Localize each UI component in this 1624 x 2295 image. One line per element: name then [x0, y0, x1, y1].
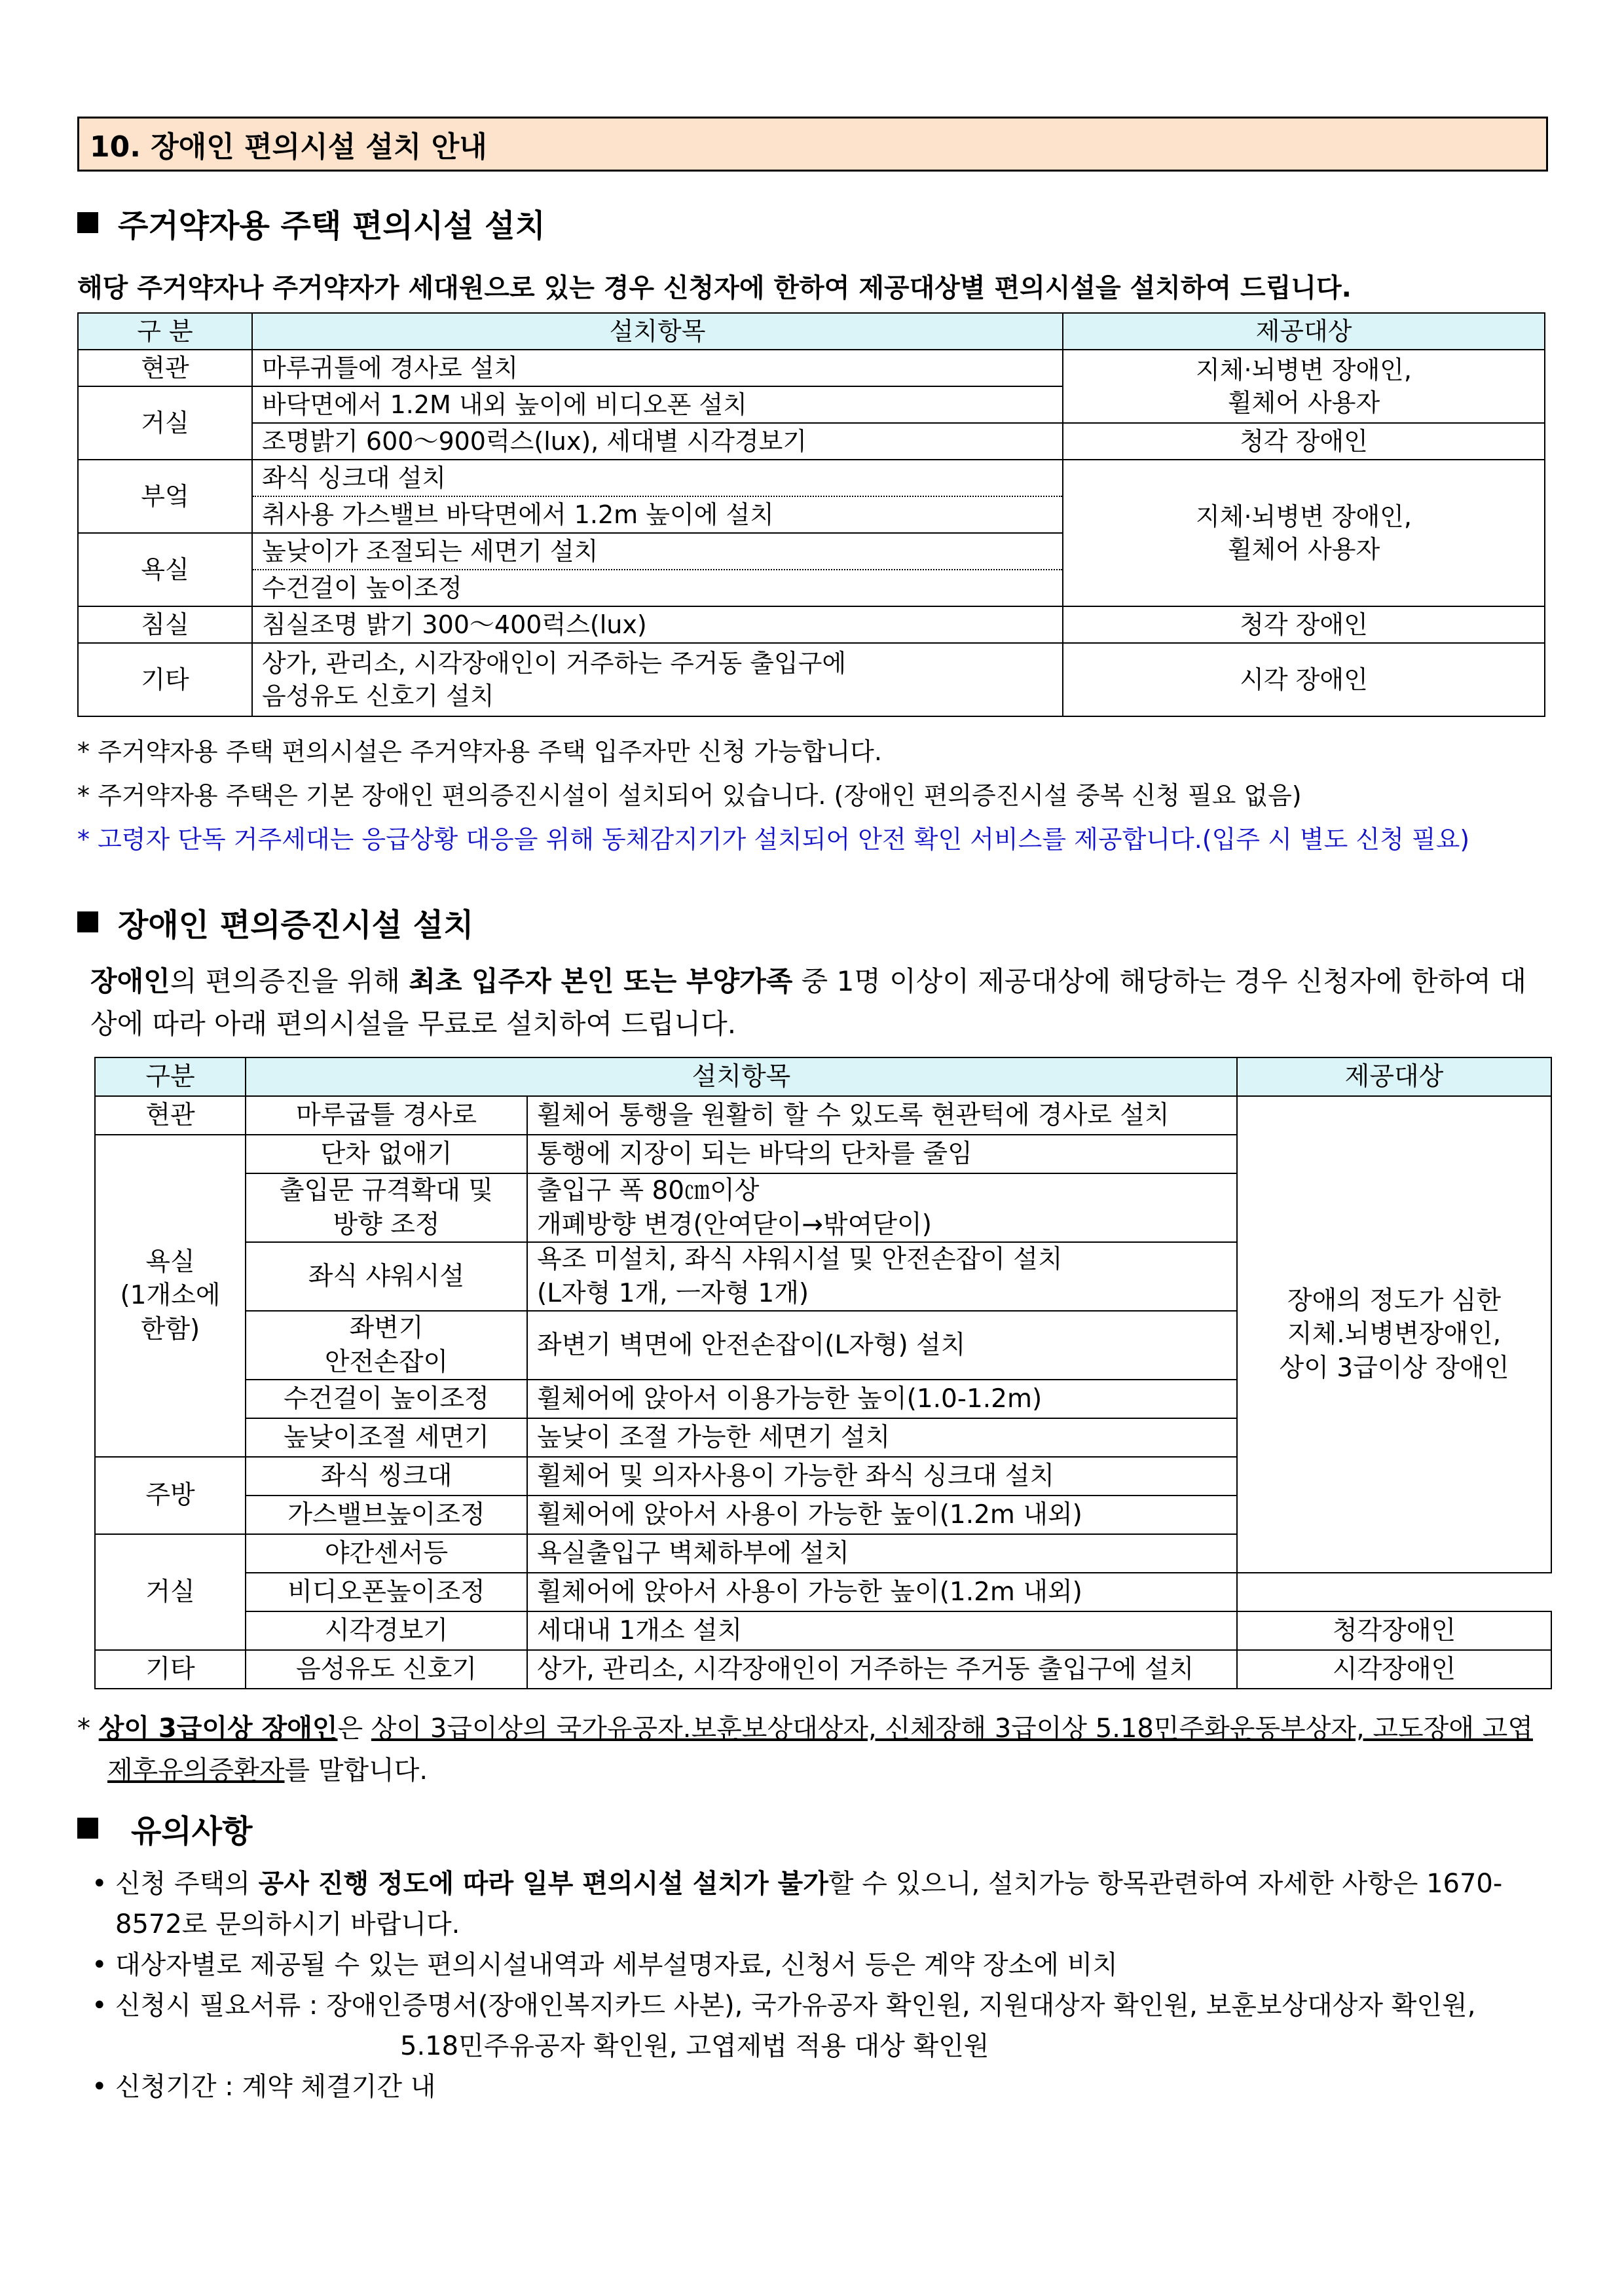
cell-target-physical: 지체·뇌병변 장애인, 휠체어 사용자	[1063, 460, 1545, 606]
disability-intro: 장애인의 편의증진을 위해 최초 입주자 본인 또는 부양가족 중 1명 이상이 제공대상에 해당하는 경우 신청자에 한하여 대상에 따라 아래 편의시설을 무료로 설치하여 드립니다.	[90, 965, 1526, 1040]
cell-item: 상가, 관리소, 시각장애인이 거주하는 주거동 출입구에 음성유도 신호기 설치	[252, 643, 1063, 716]
cell-facility: 출입문 규격확대 및 방향 조정	[246, 1173, 527, 1242]
table-row	[78, 350, 1545, 386]
cell-detail: 휠체어에 앉아서 사용이 가능한 높이(1.2m 내외)	[527, 1496, 1237, 1534]
precaution-list	[77, 1864, 1548, 2107]
heading-text: 주거약자용 주택 편의시설 설치	[118, 207, 545, 244]
cell-facility: 시각경보기	[246, 1611, 527, 1650]
cell-facility: 마루굽틀 경사로	[246, 1096, 527, 1135]
cell-facility: 좌식 샤워시설	[246, 1242, 527, 1311]
cell-detail: 세대내 1개소 설치	[527, 1611, 1237, 1650]
cell-target-hearing: 청각장애인	[1237, 1611, 1551, 1650]
row-label-living: 거실	[95, 1534, 246, 1650]
cell-item: 마루귀틀에 경사로 설치	[252, 350, 1063, 386]
table-row	[78, 423, 1545, 460]
square-bullet-icon	[77, 911, 98, 932]
cell-facility: 좌식 씽크대	[246, 1457, 527, 1496]
row-label-kitchen: 부엌	[78, 460, 252, 533]
header-item: 설치항목	[246, 1057, 1237, 1096]
row-label-etc: 기타	[78, 643, 252, 716]
list-item: • 신청 주택의 공사 진행 정도에 따라 일부 편의시설 설치가 불가할 수 있으니, 설치가능 항목관련하여 자세한 사항은 1670-8572로 문의하시기 바랍니다.	[77, 1864, 1548, 1945]
table-row	[78, 643, 1545, 716]
heading-disability-facilities	[77, 901, 1548, 943]
cell-facility: 좌변기 안전손잡이	[246, 1311, 527, 1380]
cell-target-visual: 시각장애인	[1237, 1650, 1551, 1689]
cell-target-hearing: 청각 장애인	[1063, 423, 1545, 460]
cell-detail: 좌변기 벽면에 안전손잡이(L자형) 설치	[527, 1311, 1237, 1380]
table-header-row	[95, 1057, 1551, 1096]
header-target: 제공대상	[1237, 1057, 1551, 1096]
heading-elderly-housing	[77, 202, 1548, 244]
row-label-entrance: 현관	[95, 1096, 246, 1135]
section-title: 10. 장애인 편의시설 설치 안내	[90, 130, 487, 164]
row-label-bath: 욕실	[78, 533, 252, 606]
cell-facility: 비디오폰높이조정	[246, 1573, 527, 1611]
cell-target-visual: 시각 장애인	[1063, 643, 1545, 716]
table-row	[95, 1611, 1551, 1650]
list-item: • 대상자별로 제공될 수 있는 편의시설내역과 세부설명자료, 신청서 등은 계약 장소에 비치	[77, 1945, 1548, 1985]
header-item: 설치항목	[252, 313, 1063, 350]
row-label-living: 거실	[78, 386, 252, 460]
cell-facility: 야간센서등	[246, 1534, 527, 1573]
cell-detail: 휠체어에 앉아서 사용이 가능한 높이(1.2m 내외)	[527, 1573, 1237, 1611]
row-label-bath: 욕실 (1개소에 한함)	[95, 1135, 246, 1457]
cell-target-main: 장애의 정도가 심한 지체.뇌병변장애인, 상이 3급이상 장애인	[1237, 1096, 1551, 1573]
table-row	[95, 1650, 1551, 1689]
cell-item: 침실조명 밝기 300～400럭스(lux)	[252, 606, 1063, 643]
note-item: * 주거약자용 주택 편의시설은 주거약자용 주택 입주자만 신청 가능합니다.	[77, 737, 882, 766]
note-item: * 주거약자용 주택은 기본 장애인 편의증진시설이 설치되어 있습니다. (장애인 편의증진시설 중복 신청 필요 없음)	[77, 781, 1302, 810]
cell-facility: 가스밸브높이조정	[246, 1496, 527, 1534]
cell-facility: 단차 없애기	[246, 1135, 527, 1173]
cell-detail: 욕실출입구 벽체하부에 설치	[527, 1534, 1237, 1573]
cell-detail: 통행에 지장이 되는 바닥의 단차를 줄임	[527, 1135, 1237, 1173]
cell-detail: 높낮이 조절 가능한 세면기 설치	[527, 1418, 1237, 1457]
elderly-notes	[77, 731, 1548, 855]
document-page	[77, 117, 1548, 2107]
cell-item: 좌식 싱크대 설치	[252, 460, 1063, 496]
note-item-blue: * 고령자 단독 거주세대는 응급상황 대응을 위해 동체감지기가 설치되어 안전 확인 서비스를 제공합니다.(입주 시 별도 신청 필요)	[77, 825, 1470, 854]
cell-detail: 휠체어에 앉아서 이용가능한 높이(1.0-1.2m)	[527, 1380, 1237, 1418]
table-row	[95, 1096, 1551, 1135]
cell-detail: 휠체어 통행을 원활히 할 수 있도록 현관턱에 경사로 설치	[527, 1096, 1237, 1135]
cell-item: 취사용 가스밸브 바닥면에서 1.2m 높이에 설치	[252, 496, 1063, 533]
elderly-facility-table	[77, 312, 1545, 717]
cell-detail: 휠체어 및 의자사용이 가능한 좌식 싱크대 설치	[527, 1457, 1237, 1496]
square-bullet-icon	[77, 1818, 98, 1839]
cell-facility: 음성유도 신호기	[246, 1650, 527, 1689]
cell-item: 높낮이가 조절되는 세면기 설치	[252, 533, 1063, 570]
table-row	[78, 460, 1545, 496]
list-item: • 신청기간 : 계약 체결기간 내	[77, 2066, 1548, 2107]
header-target: 제공대상	[1063, 313, 1545, 350]
row-label-entrance: 현관	[78, 350, 252, 386]
footnote-veterans: * 상이 3급이상 장애인은 상이 3급이상의 국가유공자.보훈보상대상자, 신체장해 3급이상 5.18민주화운동부상자, 고도장애 고엽제후유의증환자를 말합니다.	[77, 1714, 1533, 1786]
cell-target-physical: 지체·뇌병변 장애인, 휠체어 사용자	[1063, 350, 1545, 423]
heading-text: 유의사항	[131, 1812, 253, 1850]
list-item: • 신청시 필요서류 : 장애인증명서(장애인복지카드 사본), 국가유공자 확인원, 지원대상자 확인원, 보훈보상대상자 확인원, 5.18민주유공자 확인원, 고엽제법 적용 대상 확인원	[77, 1985, 1548, 2066]
cell-detail: 상가, 관리소, 시각장애인이 거주하는 주거동 출입구에 설치	[527, 1650, 1237, 1689]
heading-text: 장애인 편의증진시설 설치	[118, 906, 474, 944]
cell-detail: 욕조 미설치, 좌식 샤워시설 및 안전손잡이 설치 (L자형 1개, ㅡ자형 1개)	[527, 1242, 1237, 1311]
disability-facility-table	[94, 1057, 1552, 1689]
table-header-row	[78, 313, 1545, 350]
cell-item: 조명밝기 600～900럭스(lux), 세대별 시각경보기	[252, 423, 1063, 460]
table-row	[78, 606, 1545, 643]
table-row	[95, 1573, 1551, 1611]
cell-detail: 출입구 폭 80㎝이상 개폐방향 변경(안여닫이→밖여닫이)	[527, 1173, 1237, 1242]
cell-target-hearing: 청각 장애인	[1063, 606, 1545, 643]
row-label-bedroom: 침실	[78, 606, 252, 643]
header-category: 구분	[95, 1057, 246, 1096]
cell-facility: 높낮이조절 세면기	[246, 1418, 527, 1457]
row-label-kitchen: 주방	[95, 1457, 246, 1534]
row-label-etc: 기타	[95, 1650, 246, 1689]
cell-facility: 수건걸이 높이조정	[246, 1380, 527, 1418]
section-title-box	[77, 117, 1548, 172]
cell-item: 바닥면에서 1.2M 내외 높이에 비디오폰 설치	[252, 386, 1063, 423]
square-bullet-icon	[77, 212, 98, 233]
heading-precautions	[77, 1807, 1548, 1849]
elderly-intro: 해당 주거약자나 주거약자가 세대원으로 있는 경우 신청자에 한하여 제공대상별 편의시설을 설치하여 드립니다.	[77, 273, 1352, 303]
header-category: 구 분	[78, 313, 252, 350]
cell-item: 수건걸이 높이조정	[252, 570, 1063, 606]
